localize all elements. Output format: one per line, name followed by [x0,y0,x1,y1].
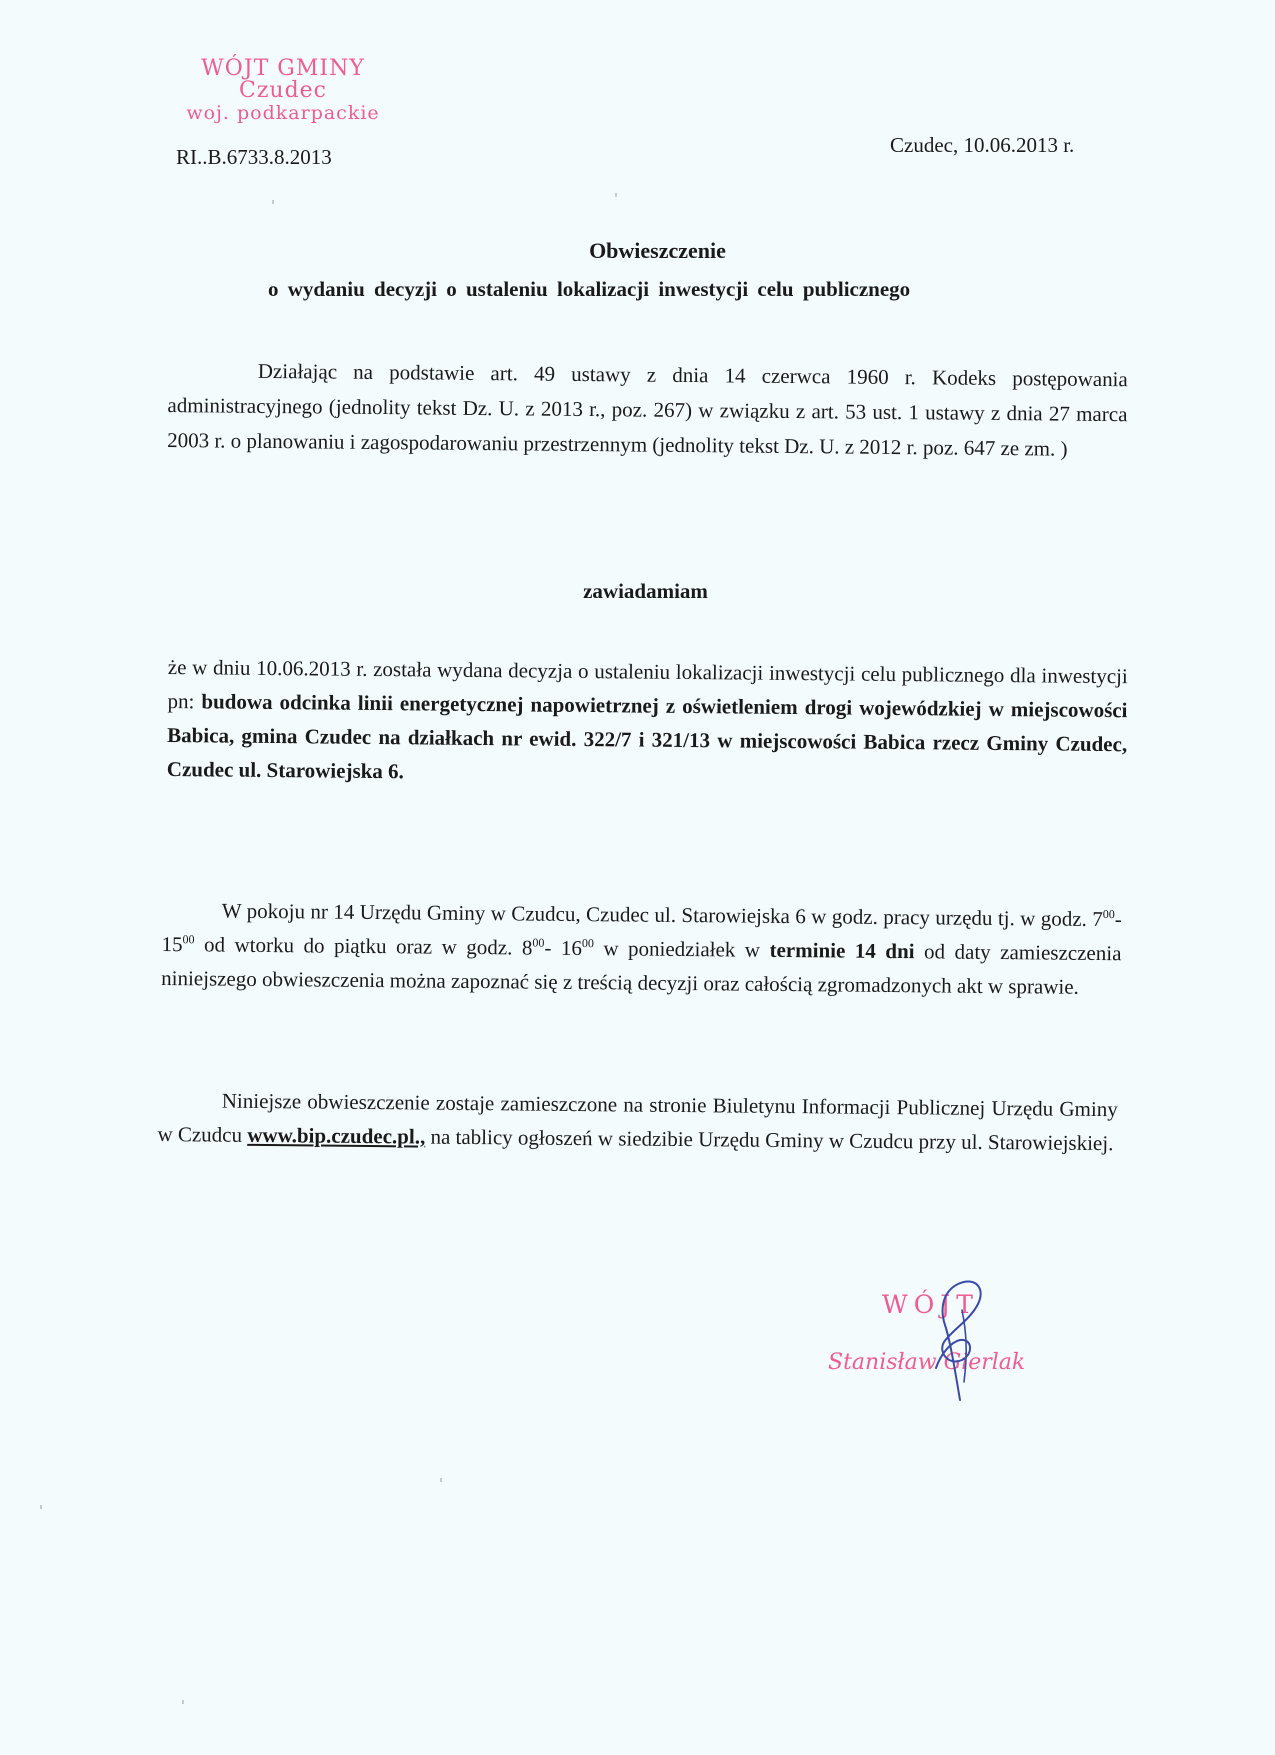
publication-text-2: na tablicy ogłoszeń w siedzibie Urzędu Gminy w Czudcu przy ul. Starowiejskiej. [425,1124,1114,1156]
inspection-text-4: - 16 [544,935,583,961]
legal-basis-text: Działając na podstawie art. 49 ustawy z dnia 14 czerwca 1960 r. Kodeks postępowania administracyjnego (jednolity tekst Dz. U. z 2013 r., poz. 267) w związku z art. 53 ust. 1 ustawy z dnia 27 marca 2003 r. o planowaniu i zagospodarowaniu przestrzennym (jednolity tekst Dz. U. z 2012 r. poz. 647 ze zm. ) [167,358,1128,461]
inspection-text-3: od wtorku do piątku oraz w godz. 8 [194,932,533,960]
inspection-paragraph [161,893,1122,1004]
decision-text: że w dniu 10.06.2013 r. została wydana decyzja o ustaleniu lokalizacji inwestycji celu publicznego dla inwestycji pn: [167,654,1128,714]
investment-description: budowa odcinka linii energetycznej napowietrznej z oświetleniem drogi wojewódzkiej w miejscowości Babica, gmina Czudec na działkach nr ewid. 322/7 i 321/13 w miejscowości Babica rzecz Gminy Czudec, Czudec ul. Starowiejska 6. [166,689,1128,784]
hour-sup-4: 00 [581,936,595,951]
legal-basis-paragraph [167,353,1128,467]
inspection-text-1: W pokoju nr 14 Urzędu Gminy w Czudcu, Czudec ul. Starowiejska 6 w godz. pracy urzędu tj. w godz. 7 [221,898,1103,932]
signature-block [820,1270,1060,1410]
scan-speck [40,1505,42,1509]
document-title: Obwieszczenie [589,238,726,263]
signature-title: WÓJT [882,1290,979,1319]
inspection-text-6: od daty zamieszczenia niniejszego obwieszczenia można zapoznać się z treścią decyzji oraz całością zgromadzonych akt w sprawie. [161,939,1122,999]
stamp-line-1: WÓJT GMINY [201,56,365,81]
deadline-text: terminie 14 dni [769,937,915,964]
stamp-line-3: woj. podkarpackie [186,102,380,124]
decision-paragraph [167,650,1128,795]
stamp-line-2: Czudec [238,78,328,103]
inspection-text-2: - 15 [161,907,1122,957]
scan-speck [272,200,274,204]
document-subtitle: o wydaniu decyzji o ustaleniu lokalizacji inwestycji celu publicznego [268,277,911,301]
inspection-text-5: w poniedziałek w [593,936,770,962]
hour-sup-3: 00 [532,935,545,950]
scan-speck [182,1700,184,1704]
reference-number: RI..B.6733.8.2013 [176,145,332,169]
signatory-name: Stanisław Gierlak [828,1350,1026,1375]
office-stamp [168,58,398,124]
scan-speck [440,1478,442,1482]
hour-sup-1: 00 [1102,907,1115,922]
scan-speck [615,193,617,197]
announcement-heading: zawiadamiam [583,579,708,603]
hour-sup-2: 00 [182,932,195,947]
publication-paragraph [157,1083,1118,1160]
place-and-date: Czudec, 10.06.2013 r. [890,133,1075,157]
handwritten-signature-icon [900,1270,1020,1410]
publication-text-1: Niniejsze obwieszczenie zostaje zamieszczone na stronie Biuletynu Informacji Publicznej Urzędu Gminy w Czudcu [157,1088,1118,1147]
bip-link[interactable]: www.bip.czudec.pl., [247,1122,426,1149]
